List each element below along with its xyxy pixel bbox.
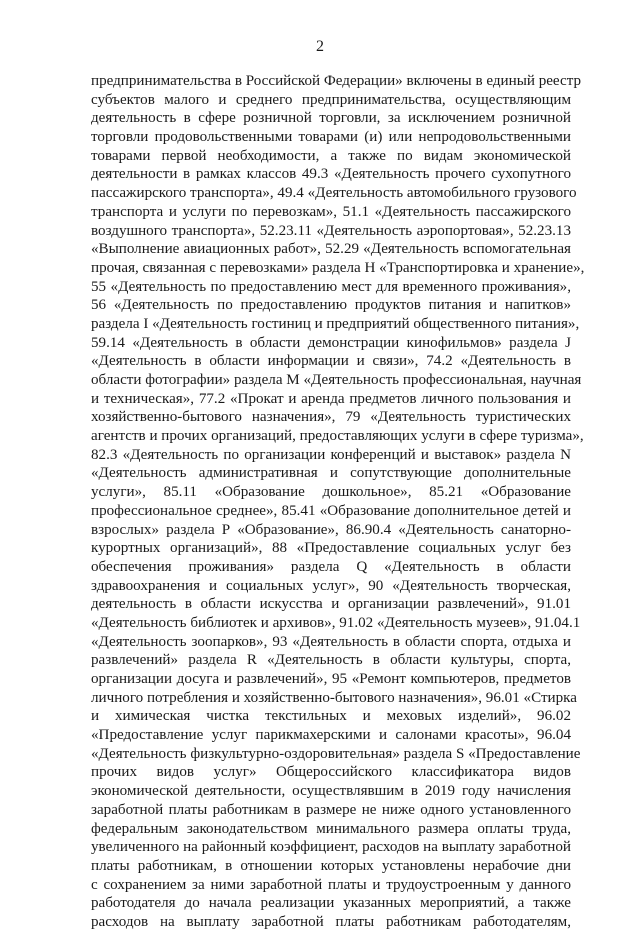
text-line: агентств и прочих организаций, предоставляющих услуги в сфере туризма»,: [91, 428, 584, 445]
text-line: области фотографии» раздела М «Деятельность профессиональная, научная: [91, 372, 582, 388]
text-line: «Деятельность физкультурно-оздоровительная» раздела S «Предоставление: [91, 745, 581, 762]
text-line: «Предоставление услуг парикмахерскими и салонами красоты», 96.04: [91, 727, 571, 744]
text-line: 59.14 «Деятельность в области демонстрации кинофильмов» раздела J: [91, 334, 571, 351]
text-line: хозяйственно-бытового назначения», 79 «Деятельность туристических: [91, 409, 571, 426]
text-line: 55 «Деятельность по предоставлению мест для временного проживания»,: [91, 278, 571, 295]
text-line: раздела I «Деятельность гостиниц и предприятий общественного питания»,: [91, 315, 580, 332]
text-line: «Выполнение авиационных работ», 52.29 «Деятельность вспомогательная: [91, 241, 571, 258]
text-line: «Деятельность административная и сопутствующие дополнительные: [91, 465, 571, 482]
text-line: личного потребления и хозяйственно-бытового назначения», 96.01 «Стирка: [91, 689, 577, 706]
text-line: прочих видов услуг» Общероссийского классификатора видов: [91, 764, 571, 781]
text-line: курортных организаций», 88 «Предоставление социальных услуг без: [91, 540, 571, 557]
text-line: деятельность в сфере розничной торговли, за исключением розничной: [91, 110, 571, 127]
text-line: торговли продовольственными товарами (и) или непродовольственными: [91, 129, 571, 146]
text-line: прочая, связанная с перевозками» раздела Н «Транспортировка и хранение»,: [91, 259, 585, 276]
text-line: деятельности в рамках классов 49.3 «Деятельность прочего сухопутного: [91, 166, 571, 183]
text-line: взрослых» раздела Р «Образование», 86.90.4 «Деятельность санаторно-: [91, 521, 571, 538]
text-line: организации досуга и развлечений», 95 «Ремонт компьютеров, предметов: [91, 671, 571, 687]
text-line: заработной платы работникам в размере не ниже одного установленного: [91, 801, 571, 818]
text-line: воздушного транспорта», 52.23.11 «Деятельность аэропортовая», 52.23.13: [91, 222, 571, 239]
text-line: экономической деятельности, осуществлявшим в 2019 году начисления: [91, 783, 571, 800]
text-line: профессиональное среднее», 85.41 «Образование дополнительное детей и: [91, 502, 571, 519]
text-line: федеральным законодательством минимального размера оплаты труда,: [91, 820, 571, 837]
text-line: здравоохранения и социальных услуг», 90 «Деятельность творческая,: [91, 577, 571, 594]
text-line: расходов на выплату заработной платы работникам работодателям,: [91, 913, 571, 930]
text-line: платы работникам, в отношении которых установлены нерабочие дни: [91, 857, 571, 874]
text-line: 56 «Деятельность по предоставлению продуктов питания и напитков»: [91, 297, 571, 314]
page-number: 2: [316, 38, 324, 55]
body-text: [91, 72, 585, 932]
text-line: «Деятельность библиотек и архивов», 91.02 «Деятельность музеев», 91.04.1: [91, 614, 581, 631]
text-line: и химическая чистка текстильных и меховых изделий», 96.02: [91, 708, 571, 725]
text-line: субъектов малого и среднего предпринимательства, осуществляющим: [91, 91, 571, 108]
text-line: обеспечения проживания» раздела Q «Деятельность в области: [91, 558, 571, 575]
text-line: работодателя до начала реализации указанных мероприятий, а также: [91, 895, 571, 912]
text-line: деятельность в области искусства и организации развлечений», 91.01: [91, 596, 571, 613]
text-line: с сохранением за ними заработной платы и трудоустроенным у данного: [91, 876, 571, 893]
text-line: 82.3 «Деятельность по организации конференций и выставок» раздела N: [91, 446, 571, 463]
text-line: развлечений» раздела R «Деятельность в области культуры, спорта,: [91, 652, 571, 669]
text-line: пассажирского транспорта», 49.4 «Деятельность автомобильного грузового: [91, 185, 577, 202]
text-line: товарами первой необходимости, а также по видам экономической: [91, 147, 571, 164]
text-line: и техническая», 77.2 «Прокат и аренда предметов личного пользования и: [91, 390, 571, 407]
text-line: транспорта и услуги по перевозкам», 51.1 «Деятельность пассажирского: [91, 203, 571, 220]
text-line: услуги», 85.11 «Образование дошкольное», 85.21 «Образование: [91, 484, 571, 501]
text-line: предпринимательства в Российской Федерации» включены в единый реестр: [91, 73, 582, 89]
text-line: увеличенного на районный коэффициент, расходов на выплату заработной: [91, 839, 571, 856]
text-line: «Деятельность в области информации и связи», 74.2 «Деятельность в: [91, 353, 571, 370]
text-line: «Деятельность зоопарков», 93 «Деятельность в области спорта, отдыха и: [91, 633, 571, 650]
